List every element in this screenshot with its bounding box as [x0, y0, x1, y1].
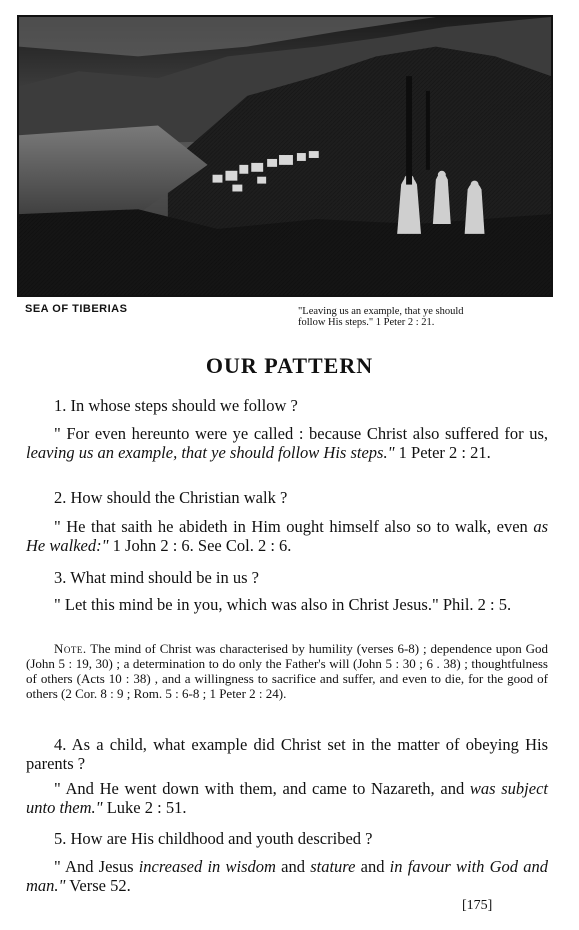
note-text: The mind of Christ was characterised by humility (verses 6-8) ; dependence upon God (John 5 : 19, 30) ; a determination to do only the Father's will (John 5 : 30 ; 6 . 38) ; thoughtfulness of others (Acts 10 : 38) , and a willingness to sacrifice and suffer, and even to die, for the good of others (2 Cor. 8 : 9 ; Rom. 5 : 6-8 ; 1 Peter 2 : 24). — [26, 641, 548, 701]
question-5: 5. How are His childhood and youth described ? — [54, 829, 373, 848]
question-3: 3. What mind should be in us ? — [54, 568, 260, 587]
answer-5-emphasis-2: stature — [310, 857, 356, 876]
caption-quote-line-1: "Leaving us an example, that ye should — [298, 306, 464, 317]
answer-1-reference: 1 Peter 2 : 21. — [394, 443, 491, 462]
answer-5 — [26, 857, 548, 895]
answer-4 — [26, 779, 548, 817]
answer-1-text: " For even hereunto were ye called : because Christ also suffered for us, — [54, 424, 548, 443]
answer-5-connector-2: and — [355, 857, 390, 876]
answer-2 — [26, 517, 548, 555]
answer-1 — [26, 424, 548, 462]
note-paragraph — [26, 641, 548, 701]
image-caption-location: SEA OF TIBERIAS — [25, 303, 128, 315]
answer-2-reference: 1 John 2 : 6. See Col. 2 : 6. — [108, 536, 292, 555]
question-1: 1. In whose steps should we follow ? — [54, 396, 298, 415]
answer-2-text: " He that saith he abideth in Him ought himself also so to walk, even — [54, 517, 534, 536]
page-number: [175] — [462, 898, 493, 913]
answer-4-emphasis: was subject unto them." — [26, 779, 548, 817]
answer-5-emphasis-3: in favour with God and man." — [26, 857, 549, 895]
page-title: OUR PATTERN — [205, 353, 374, 378]
landscape-image — [19, 17, 551, 295]
image-caption-quote — [298, 306, 558, 328]
answer-5-text: " And Jesus — [54, 857, 139, 876]
answer-4-text: " And He went down with them, and came to Nazareth, and — [54, 779, 470, 798]
answer-5-reference: Verse 52. — [65, 876, 131, 895]
answer-2-emphasis: as He walked:" — [26, 517, 548, 555]
answer-3: " Let this mind be in you, which was also in Christ Jesus." Phil. 2 : 5. — [54, 595, 512, 614]
question-4: 4. As a child, what example did Christ set in the matter of obeying His parents ? — [26, 735, 548, 773]
answer-5-connector-1: and — [275, 857, 311, 876]
answer-4-reference: Luke 2 : 51. — [102, 798, 187, 817]
sea-of-tiberias-illustration — [17, 15, 553, 297]
answer-1-emphasis: leaving us an example, that ye should follow His steps." — [26, 443, 395, 462]
note-label: Note. — [54, 641, 87, 656]
question-2: 2. How should the Christian walk ? — [54, 488, 288, 507]
caption-quote-line-2: follow His steps." 1 Peter 2 : 21. — [298, 317, 435, 328]
answer-5-emphasis-1: increased in wisdom — [138, 857, 276, 876]
